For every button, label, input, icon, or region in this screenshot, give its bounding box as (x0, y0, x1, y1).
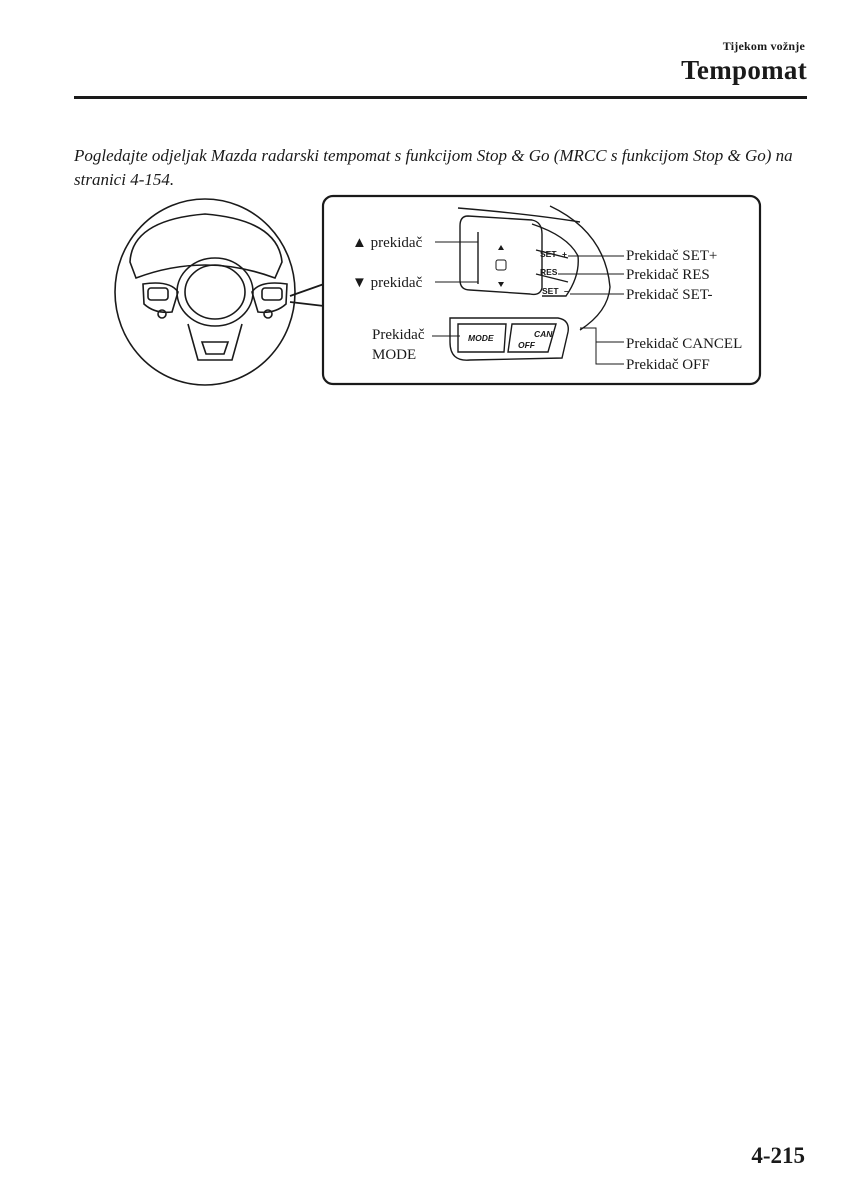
button-res-label: RES (540, 267, 558, 277)
callout-mode-switch-line1: Prekidač (372, 327, 425, 343)
callout-off: Prekidač OFF (626, 357, 710, 373)
section-label: Tijekom vožnje (722, 39, 805, 53)
button-mode-label: MODE (468, 333, 494, 343)
callout-set-plus: Prekidač SET+ (626, 248, 718, 264)
title-rule (74, 96, 807, 99)
steering-wheel-figure (110, 192, 770, 392)
callout-cancel: Prekidač CANCEL (626, 336, 743, 352)
callout-mode-switch-line2: MODE (372, 347, 417, 363)
button-off-label: OFF (518, 340, 535, 350)
callout-down-switch: ▼ prekidač (352, 275, 423, 291)
button-can-label: CAN (534, 329, 553, 339)
page-number: 4-215 (751, 1143, 805, 1168)
callout-set-minus: Prekidač SET- (626, 287, 713, 303)
callout-res: Prekidač RES (626, 267, 710, 283)
callout-up-switch: ▲ prekidač (352, 235, 423, 251)
button-minus-sign: – (564, 286, 569, 296)
page-title: Tempomat (681, 55, 807, 85)
intro-paragraph: Pogledajte odjeljak Mazda radarski tempomat s funkcijom Stop & Go (MRCC s funkcijom Stop & Go) na stranici 4-154. (74, 146, 793, 189)
button-set-minus-label: SET (542, 286, 559, 296)
button-plus-sign: + (562, 249, 567, 259)
button-set-plus-label: SET (540, 249, 557, 259)
steering-wheel-drawing (115, 199, 295, 385)
